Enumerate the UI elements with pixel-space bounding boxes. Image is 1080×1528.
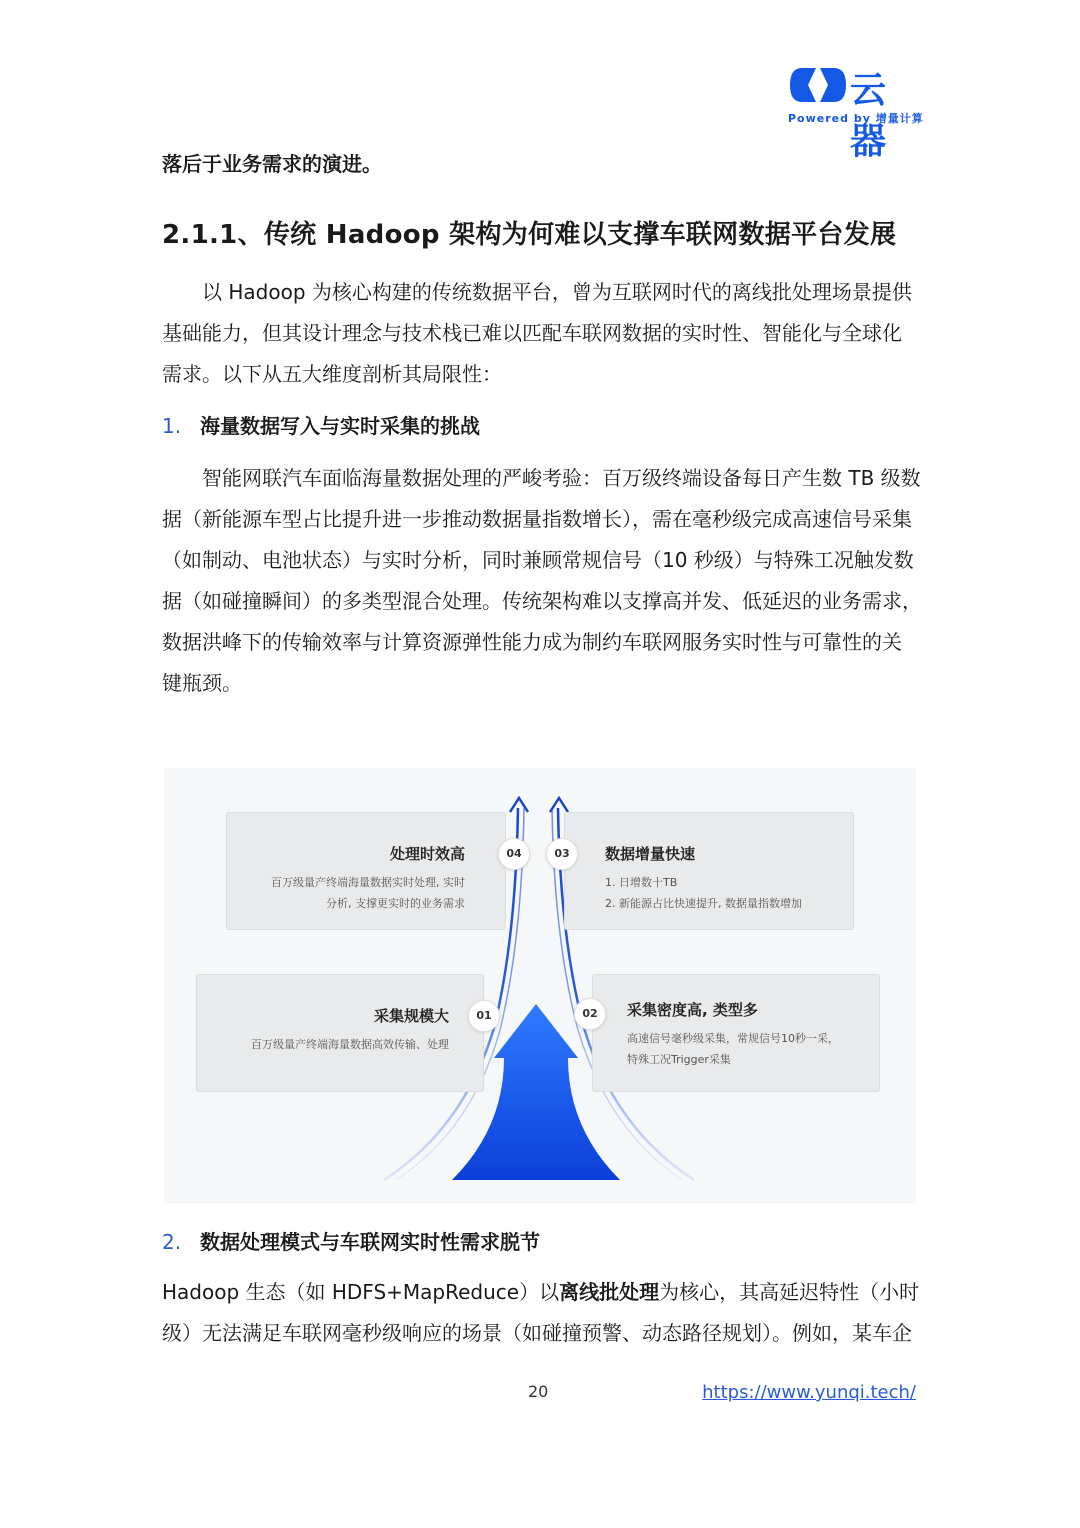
card-title: 采集密度高, 类型多 <box>627 1001 758 1019</box>
item2-number: 2. <box>162 1230 182 1254</box>
card-title: 处理时效高 <box>389 845 465 863</box>
item2-heading <box>162 1226 540 1255</box>
item1-line: 据（如碰撞瞬间）的多类型混合处理。传统架构难以支撑高并发、低延迟的业务需求， <box>162 589 922 613</box>
card-description <box>247 872 465 914</box>
intro-line: 需求。以下从五大维度剖析其局限性： <box>162 362 502 386</box>
card-desc-line: 百万级量产终端海量数据高效传输、处理 <box>251 1038 449 1051</box>
brand-mark-icon <box>788 64 848 106</box>
item2-text: Hadoop 生态（如 HDFS+MapReduce）以 <box>162 1280 560 1304</box>
card-processing-timeliness <box>226 812 506 930</box>
footer-link[interactable]: https://www.yunqi.tech/ <box>702 1382 916 1403</box>
item2-line: 级）无法满足车联网毫秒级响应的场景（如碰撞预警、动态路径规划）。例如，某车企 <box>162 1321 912 1345</box>
card-desc-line: 百万级量产终端海量数据实时处理, 实时 <box>271 876 465 889</box>
item1-paragraph <box>162 458 922 704</box>
card-description <box>217 1034 449 1055</box>
item2-paragraph <box>162 1272 922 1354</box>
card-title: 数据增量快速 <box>605 845 696 863</box>
lead-line: 落后于业务需求的演进。 <box>162 152 382 176</box>
item1-line: （如制动、电池状态）与实时分析，同时兼顾常规信号（10 秒级）与特殊工况触发数 <box>162 548 914 572</box>
badge-04: 04 <box>498 838 530 870</box>
card-desc-line: 特殊工况Trigger采集 <box>627 1053 731 1066</box>
item2-emphasis: 离线批处理 <box>559 1280 660 1304</box>
brand-name: 云器 <box>850 70 888 162</box>
card-collection-density <box>592 974 880 1092</box>
brand-logo <box>788 60 924 162</box>
badge-01: 01 <box>468 1000 500 1032</box>
intro-paragraph <box>162 272 922 395</box>
card-desc-line: 2. 新能源占比快速提升, 数据量指数增加 <box>605 897 802 910</box>
challenge-figure <box>164 768 916 1204</box>
brand-tagline: Powered by 增量计算 <box>788 112 924 125</box>
item1-line: 数据洪峰下的传输效率与计算资源弹性能力成为制约车联网服务实时性与可靠性的关 <box>162 630 902 654</box>
badge-03: 03 <box>546 838 578 870</box>
card-desc-line: 1. 日增数十TB <box>605 876 678 889</box>
card-title: 采集规模大 <box>373 1007 449 1025</box>
card-data-growth <box>564 812 854 930</box>
card-desc-line: 分析, 支撑更实时的业务需求 <box>326 897 465 910</box>
card-description <box>605 872 833 914</box>
card-desc-line: 高速信号毫秒级采集，常规信号10秒一采， <box>627 1032 839 1045</box>
badge-02: 02 <box>574 998 606 1030</box>
card-description <box>627 1028 863 1070</box>
item2-line <box>162 1272 922 1313</box>
card-collection-scale <box>196 974 484 1092</box>
item1-line: 据（新能源车型占比提升进一步推动数据量指数增长），需在毫秒级完成高速信号采集 <box>162 507 912 531</box>
item1-heading <box>162 410 480 439</box>
section-heading: 2.1.1、传统 Hadoop 架构为何难以支撑车联网数据平台发展 <box>162 220 897 250</box>
item1-line: 键瓶颈。 <box>162 671 242 695</box>
item2-text: 为核心，其高延迟特性（小时 <box>659 1280 920 1304</box>
intro-line: 以 Hadoop 为核心构建的传统数据平台，曾为互联网时代的离线批处理场景提供 <box>202 280 912 304</box>
intro-line: 基础能力，但其设计理念与技术栈已难以匹配车联网数据的实时性、智能化与全球化 <box>162 321 902 345</box>
item1-line: 智能网联汽车面临海量数据处理的严峻考验：百万级终端设备每日产生数 TB 级数 <box>202 466 921 490</box>
item2-title: 数据处理模式与车联网实时性需求脱节 <box>200 1230 540 1254</box>
item1-number: 1. <box>162 414 182 438</box>
page-number: 20 <box>528 1382 549 1401</box>
item1-title: 海量数据写入与实时采集的挑战 <box>200 414 480 438</box>
